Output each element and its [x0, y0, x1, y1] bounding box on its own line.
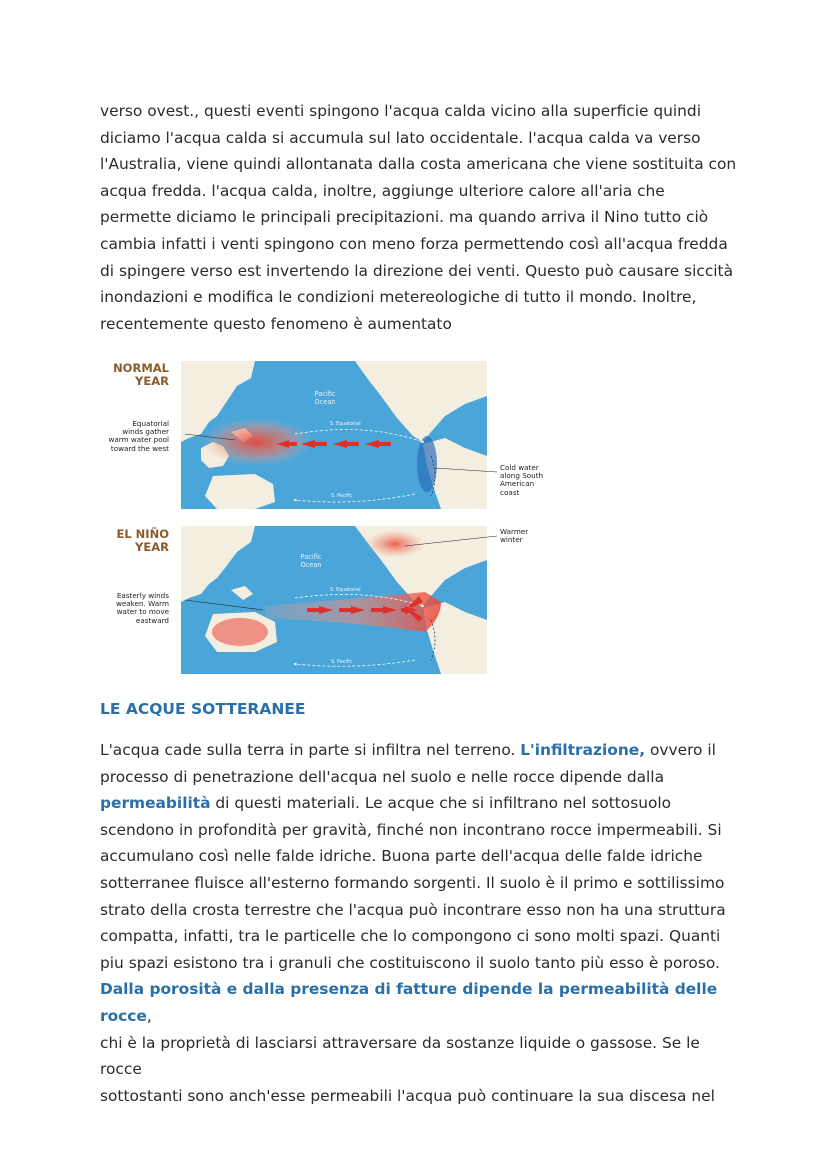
normal-year-map — [181, 361, 497, 509]
el-nino-note-west: Easterly winds weaken. Warm water to move eastward — [115, 591, 169, 625]
highlight-permeabilita: permeabilità — [100, 794, 211, 813]
text-line: processo di penetrazione dell'acqua nel suolo e nelle rocce dipende dalla — [100, 767, 664, 786]
text-line: Dalla porosità e dalla presenza di fatture dipende la permeabilità delle rocce, — [100, 980, 718, 1025]
el-nino-figure — [105, 356, 555, 678]
text-line: diciamo l'acqua calda si accumula sul lato occidentale. l'acqua calda va verso — [100, 128, 701, 147]
paragraph-groundwater — [100, 737, 740, 1109]
text-line: inondazioni e modifica le condizioni metereologiche di tutto il mondo. Inoltre, — [100, 288, 697, 307]
normal-year-note-west: Equatorial winds gather warm water pool toward the west — [108, 419, 169, 453]
highlight-porosita: Dalla porosità e dalla presenza di fatture dipende la permeabilità delle rocce — [100, 980, 718, 1025]
el-nino-year-title: EL NIÑO YEAR — [116, 527, 169, 554]
highlight-infiltrazione: L'infiltrazione, — [520, 741, 646, 759]
text-line: sottostanti sono anch'esse permeabili l'acqua può continuare la sua discesa nel — [100, 1086, 715, 1105]
text-line: chi è la proprietà di lasciarsi attraversare da sostanze liquide o gassose. Se le rocce — [100, 1033, 700, 1079]
text-line: l'Australia, viene quindi allontanata dalla costa americana che viene sostituita con — [100, 155, 737, 174]
el-nino-note-east: Warmer winter — [500, 527, 529, 545]
text-line: compatta, infatti, tra le particelle che lo compongono ci sono molti spazi. Quanti — [100, 927, 721, 946]
text-line: sotterranee fluisce all'esterno formando sorgenti. Il suolo è il primo e sottilissimo — [100, 873, 725, 892]
text-line: accumulano così nelle falde idriche. Buona parte dell'acqua delle falde idriche — [100, 847, 703, 866]
text-line: permette diciamo le principali precipitazioni. ma quando arriva il Nino tutto ciò — [100, 208, 709, 227]
el-nino-year-map — [181, 526, 497, 674]
paragraph-el-nino — [100, 98, 740, 337]
text-line: permeabilità di questi materiali. Le acque che si infiltrano nel sottosuolo — [100, 794, 672, 813]
pacific-current-label: S. Pacific — [331, 660, 353, 665]
equatorial-current-label: S. Equatorial — [330, 588, 361, 593]
text-line: cambia infatti i venti spingono con meno forza permettendo così all'acqua fredda — [100, 234, 728, 253]
text-line: piu spazi esistono tra i granuli che costituiscono il suolo tanto più esso è poroso. — [100, 953, 720, 972]
text-line: di spingere verso est invertendo la direzione dei venti. Questo può causare siccità — [100, 261, 734, 280]
pacific-ocean-label: Pacific Ocean — [300, 553, 322, 569]
pacific-current-label: S. Pacific — [331, 494, 353, 499]
text-line: verso ovest., questi eventi spingono l'acqua calda vicino alla superficie quindi — [100, 102, 701, 120]
text-line: L'acqua cade sulla terra in parte si infiltra nel terreno. L'infiltrazione, ovvero il — [100, 741, 716, 759]
equatorial-current-label: S. Equatorial — [330, 422, 361, 427]
normal-year-note-east: Cold water along South American coast — [500, 463, 544, 497]
text-line: scendono in profondità per gravità, finché non incontrano rocce impermeabili. Si — [100, 820, 722, 839]
pacific-ocean-label: Pacific Ocean — [314, 390, 336, 406]
text-line: strato della crosta terrestre che l'acqua può incontrare esso non ha una struttura — [100, 900, 726, 919]
text-line: acqua fredda. l'acqua calda, inoltre, aggiunge ulteriore calore all'aria che — [100, 181, 665, 200]
text-line: recentemente questo fenomeno è aumentato — [100, 314, 452, 333]
section-heading: LE ACQUE SOTTERANEE — [100, 700, 306, 718]
normal-year-title: NORMAL YEAR — [113, 361, 169, 388]
